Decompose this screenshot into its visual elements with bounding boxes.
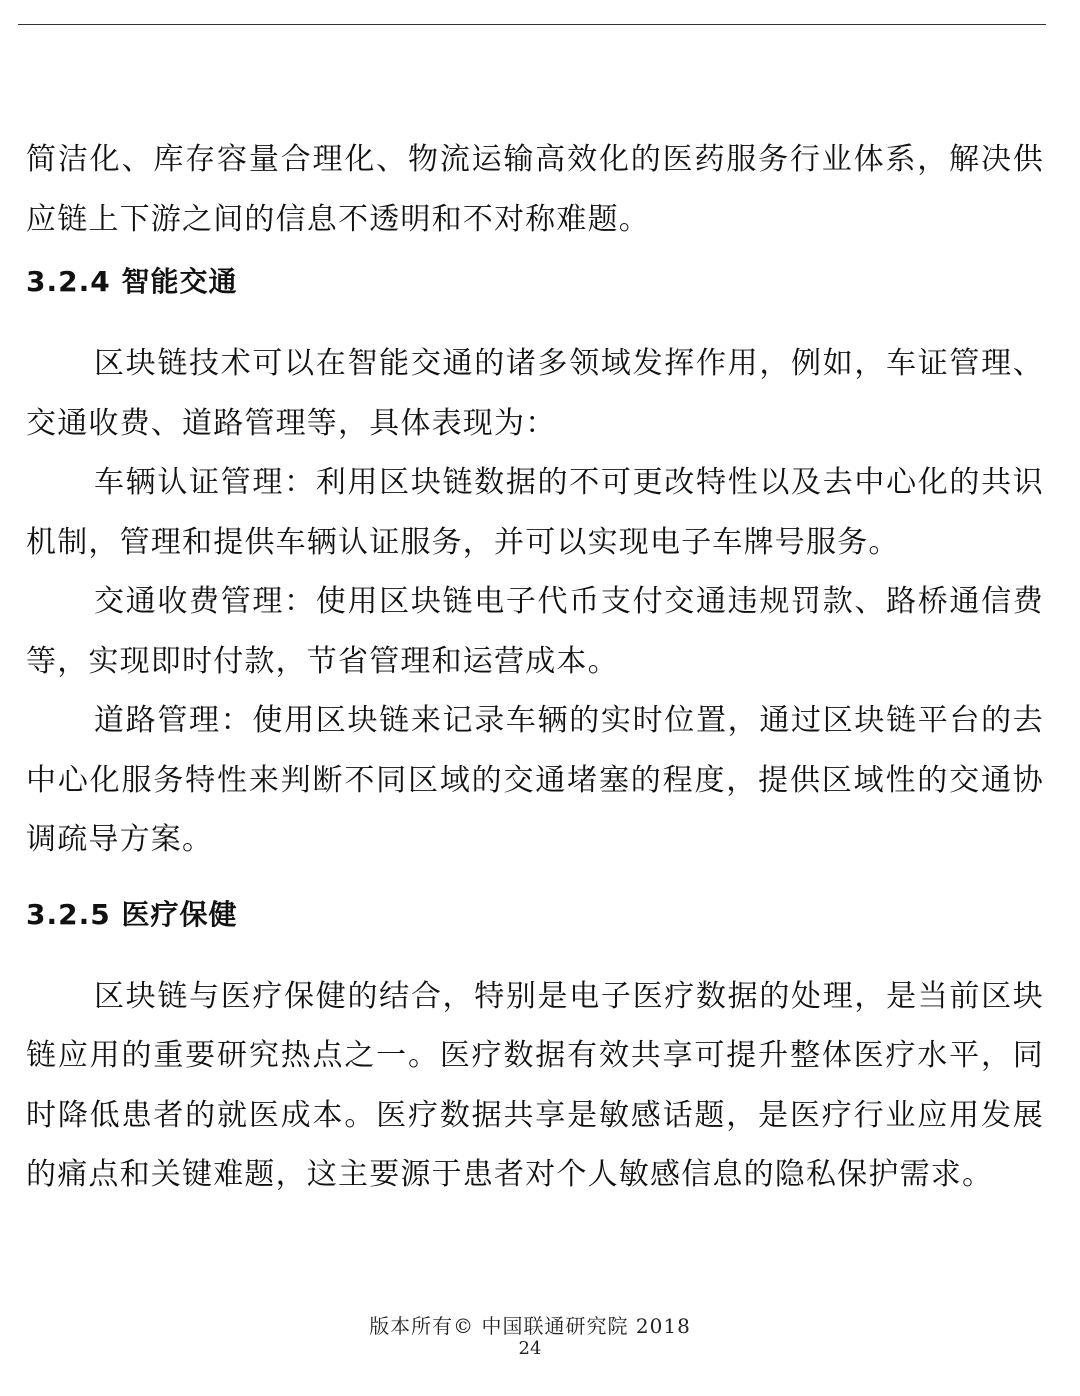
paragraph-vehicle-auth: 车辆认证管理：利用区块链数据的不可更改特性以及去中心化的共识机制，管理和提供车辆认证服务，并可以实现电子车牌号服务。: [26, 465, 1044, 560]
header-rule: [18, 24, 1046, 25]
section-heading-3-2-5: 3.2.5 医疗保健: [26, 897, 238, 931]
paragraph-healthcare: 区块链与医疗保健的结合，特别是电子医疗数据的处理，是当前区块链应用的重要研究热点之一。医疗数据有效共享可提升整体医疗水平，同时降低患者的就医成本。医疗数据共享是敏感话题，是医疗行业应用发展的痛点和关键难题，这主要源于患者对个人敏感信息的隐私保护需求。: [26, 978, 1044, 1192]
footer-copyright: 版本所有© 中国联通研究院 2018: [369, 1314, 691, 1338]
paragraph-toll-management: 交通收费管理：使用区块链电子代币支付交通违规罚款、路桥通信费等，实现即时付款，节省管理和运营成本。: [26, 584, 1044, 679]
paragraph-traffic-intro: 区块链技术可以在智能交通的诸多领域发挥作用，例如，车证管理、交通收费、道路管理等，具体表现为：: [26, 346, 1044, 441]
continued-paragraph: 简洁化、库存容量合理化、物流运输高效化的医药服务行业体系，解决供应链上下游之间的信息不透明和不对称难题。: [26, 142, 1044, 237]
page-number: 24: [518, 1338, 542, 1359]
paragraph-road-management: 道路管理：使用区块链来记录车辆的实时位置，通过区块链平台的去中心化服务特性来判断不同区域的交通堵塞的程度，提供区域性的交通协调疏导方案。: [26, 703, 1044, 857]
section-heading-3-2-4: 3.2.4 智能交通: [26, 265, 238, 298]
page-body: [26, 130, 1044, 1205]
